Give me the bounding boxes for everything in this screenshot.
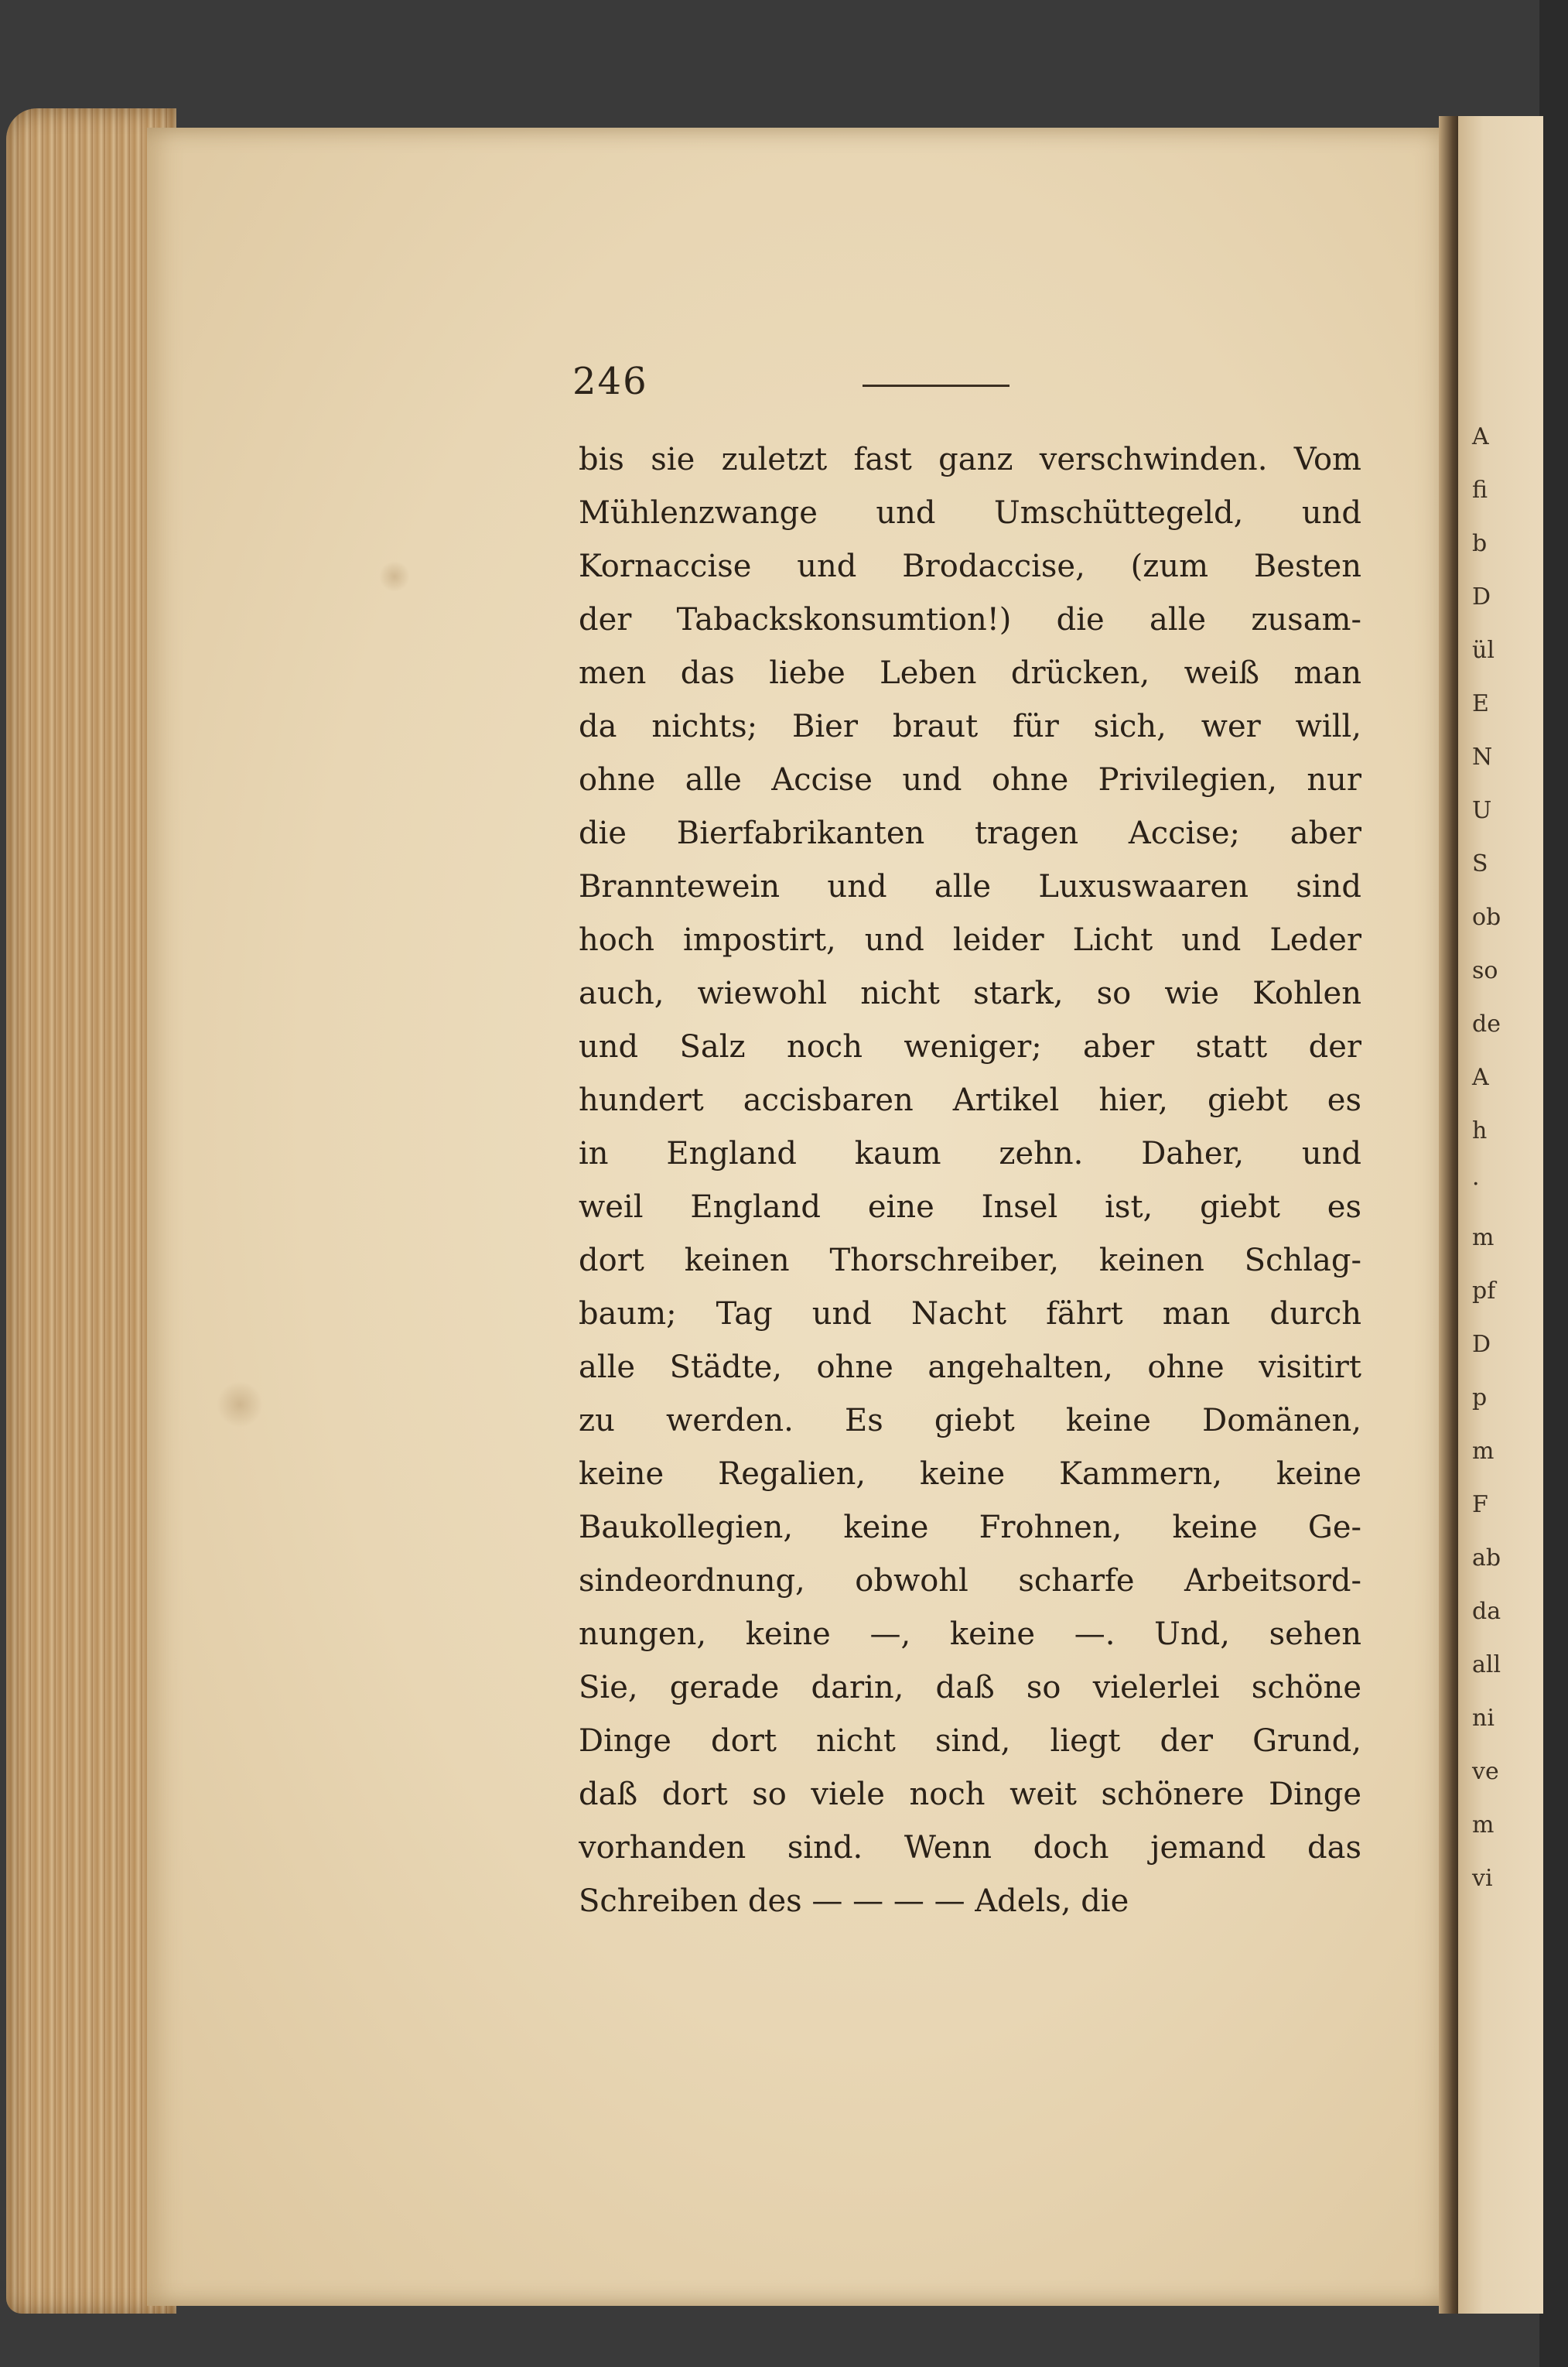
text-line: dort keinen Thorschreiber, keinen Schlag-: [579, 1243, 1361, 1278]
text-line: Dinge dort nicht sind, liegt der Grund,: [579, 1723, 1361, 1759]
text-line: in England kaum zehn. Daher, und: [579, 1136, 1361, 1172]
page-header: [572, 360, 1361, 414]
paper-stain: [217, 1381, 263, 1428]
body-text: [579, 433, 1361, 1981]
facing-page-fragment: E: [1472, 690, 1489, 717]
text-line: zu werden. Es giebt keine Domänen,: [579, 1403, 1361, 1438]
facing-page-fragment: F: [1472, 1491, 1488, 1518]
facing-page-fragment: ·: [1472, 1171, 1480, 1198]
text-line: men das liebe Leben drücken, weiß man: [579, 655, 1361, 691]
facing-page-fragment: all: [1472, 1651, 1501, 1678]
facing-page-fragment: h: [1472, 1117, 1488, 1144]
text-line: alle Städte, ohne angehalten, ohne visitirt: [579, 1349, 1361, 1385]
facing-page: [1458, 116, 1543, 2314]
text-line: hoch impostirt, und leider Licht und Leder: [579, 922, 1361, 958]
facing-page-fragment: A: [1472, 423, 1489, 450]
page-number: 246: [572, 360, 648, 403]
backdrop: [1539, 0, 1568, 2367]
facing-page-fragment: ab: [1472, 1544, 1501, 1572]
text-line: daß dort so viele noch weit schönere Dinge: [579, 1777, 1361, 1812]
facing-page-fragment: so: [1472, 957, 1498, 984]
text-line: da nichts; Bier braut für sich, wer will,: [579, 709, 1361, 744]
text-line: ohne alle Accise und ohne Privilegien, nur: [579, 762, 1361, 798]
facing-page-fragment: m: [1472, 1811, 1495, 1839]
facing-page-fragment: ob: [1472, 904, 1501, 931]
facing-page-fragment: D: [1472, 1331, 1491, 1358]
text-line: bis sie zuletzt fast ganz verschwinden. Vom: [579, 442, 1361, 477]
facing-page-fragment: ni: [1472, 1705, 1495, 1732]
text-line: baum; Tag und Nacht fährt man durch: [579, 1296, 1361, 1332]
facing-page-fragment: fi: [1472, 477, 1488, 504]
text-line: keine Regalien, keine Kammern, keine: [579, 1456, 1361, 1492]
text-line: Schreiben des — — — — Adels, die: [579, 1883, 1129, 1919]
text-line: sindeordnung, obwohl scharfe Arbeitsord-: [579, 1563, 1361, 1599]
text-line: nungen, keine —, keine —. Und, sehen: [579, 1616, 1361, 1652]
facing-page-fragment: p: [1472, 1384, 1488, 1411]
facing-page-fragment: D: [1472, 583, 1491, 611]
text-line: Baukollegien, keine Frohnen, keine Ge-: [579, 1510, 1361, 1545]
facing-page-fragment: m: [1472, 1224, 1495, 1251]
text-line: Branntewein und alle Luxuswaaren sind: [579, 869, 1361, 905]
facing-page-fragment: S: [1472, 850, 1488, 877]
text-line: vorhanden sind. Wenn doch jemand das: [579, 1830, 1361, 1866]
text-line: auch, wiewohl nicht stark, so wie Kohlen: [579, 976, 1361, 1011]
paper-stain: [379, 561, 410, 592]
text-line: und Salz noch weniger; aber statt der: [579, 1029, 1361, 1065]
facing-page-fragment: N: [1472, 744, 1493, 771]
facing-page-fragment: b: [1472, 530, 1488, 557]
facing-page-fragment: de: [1472, 1011, 1501, 1038]
text-line: Sie, gerade darin, daß so vielerlei schöne: [579, 1670, 1361, 1705]
facing-page-fragment: da: [1472, 1598, 1501, 1625]
text-line: hundert accisbaren Artikel hier, giebt es: [579, 1083, 1361, 1118]
text-line: der Tabackskonsumtion!) die alle zusam-: [579, 602, 1361, 638]
text-line: die Bierfabrikanten tragen Accise; aber: [579, 816, 1361, 851]
facing-page-fragment: pf: [1472, 1278, 1496, 1305]
header-rule: [863, 385, 1009, 387]
facing-page-fragment: A: [1472, 1064, 1489, 1091]
text-line: weil England eine Insel ist, giebt es: [579, 1189, 1361, 1225]
facing-page-fragment: ve: [1472, 1758, 1499, 1785]
facing-page-fragment: ül: [1472, 637, 1495, 664]
facing-page-fragment: vi: [1472, 1865, 1493, 1892]
text-line: Mühlenzwange und Umschüttegeld, und: [579, 495, 1361, 531]
facing-page-fragment: m: [1472, 1438, 1495, 1465]
text-line: Kornaccise und Brodaccise, (zum Besten: [579, 549, 1361, 584]
facing-page-fragment: U: [1472, 797, 1492, 824]
